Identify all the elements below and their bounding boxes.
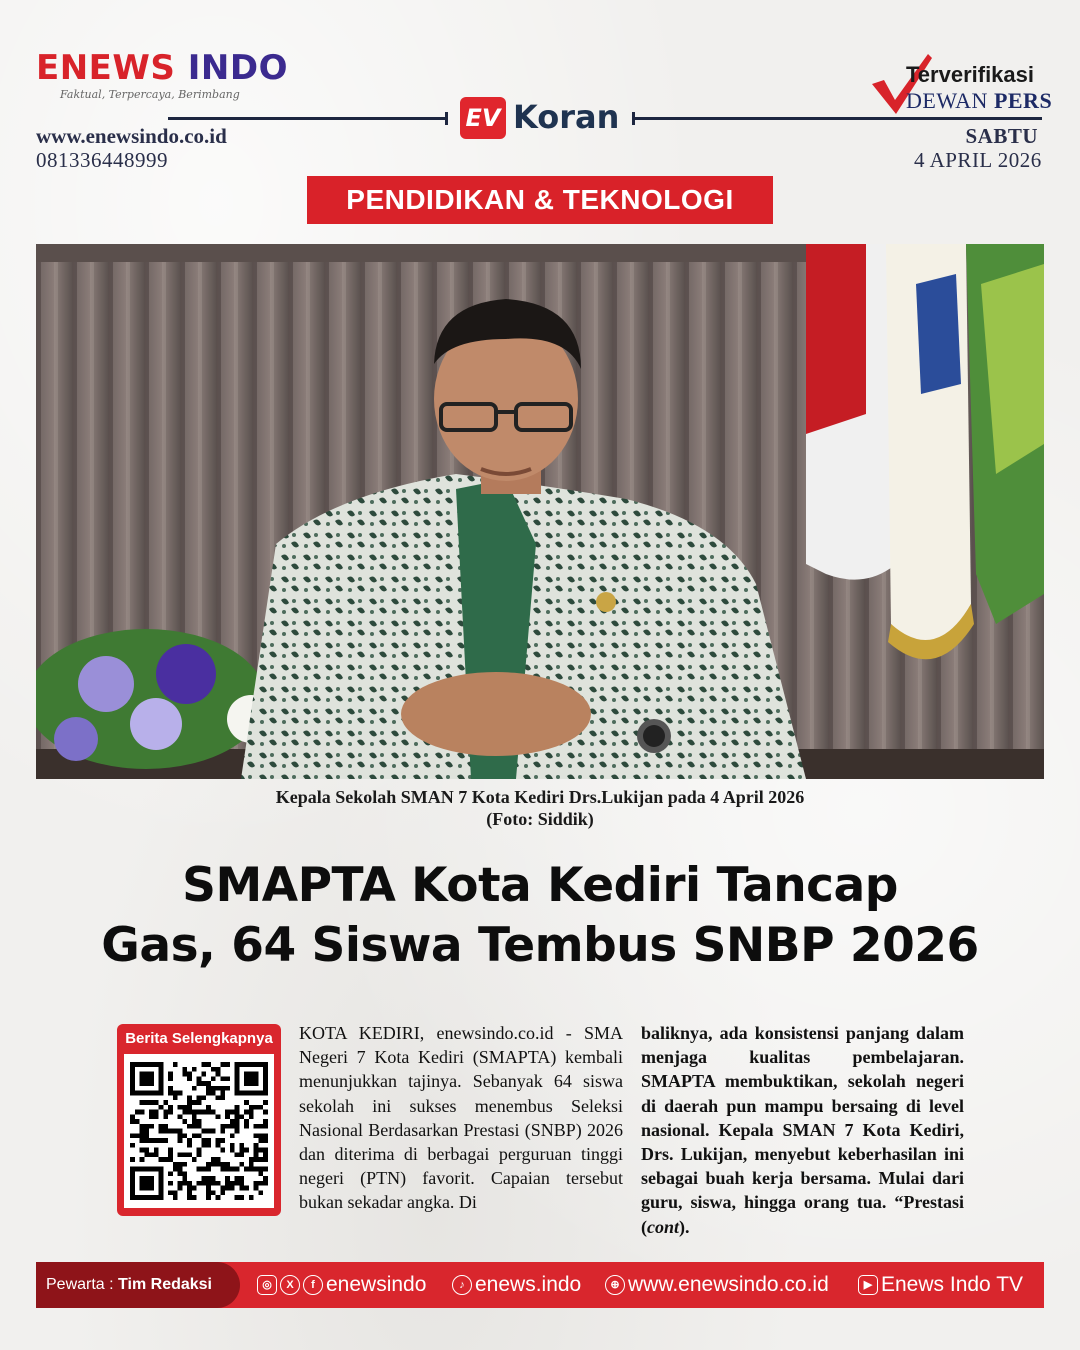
category-label: PENDIDIKAN & TEKNOLOGI (307, 176, 773, 224)
header-divider-right (632, 117, 1042, 120)
reporter-name: Tim Redaksi (118, 1276, 212, 1293)
issue-date: 4 APRIL 2026 (914, 148, 1042, 172)
verified-subtitle-part1: DEWAN (906, 88, 988, 113)
social-handle[interactable]: enewsindo (326, 1273, 427, 1296)
footer-social-link[interactable] (257, 1272, 426, 1298)
brand-name-part2: INDO (187, 48, 288, 88)
tiktok-handle[interactable]: enews.indo (475, 1273, 582, 1296)
photo-caption (36, 786, 1044, 830)
koran-logo-icon: EV (460, 97, 506, 139)
globe-icon[interactable]: ⊕ (605, 1275, 625, 1295)
verified-subtitle-part2: PERS (993, 88, 1053, 113)
photo-caption-line1: Kepala Sekolah SMAN 7 Kota Kediri Drs.Lukijan pada 4 April 2026 (275, 787, 805, 807)
photo-caption-credit: (Foto: Siddik) (486, 809, 594, 829)
tiktok-icon[interactable]: ♪ (452, 1275, 472, 1295)
footer-tiktok-link[interactable] (452, 1272, 581, 1298)
article-dateline: KOTA KEDIRI, enewsindo.co.id - (299, 1023, 572, 1043)
brand-name-part1: ENEWS (36, 48, 176, 88)
headline-line1: SMAPTA Kota Kediri Tancap (182, 858, 898, 913)
qr-code-icon[interactable] (124, 1054, 274, 1208)
article-column-2 (641, 1021, 964, 1239)
reporter-label: Pewarta : (46, 1276, 119, 1293)
qr-label: Berita Selengkapnya (125, 1030, 273, 1047)
header-divider-left (168, 117, 448, 120)
article-end-punct: ). (679, 1216, 690, 1237)
youtube-icon[interactable]: ▶ (858, 1275, 878, 1295)
x-icon[interactable]: X (280, 1275, 300, 1295)
verified-subtitle (906, 88, 1052, 114)
headline-line2: Gas, 64 Siswa Tembus SNBP 2026 (101, 918, 979, 973)
brand-logo (36, 48, 288, 88)
article-cont-marker: cont (647, 1216, 680, 1237)
footer-website-link[interactable] (605, 1272, 829, 1298)
verified-title: Terverifikasi (906, 62, 1035, 87)
footer-website[interactable]: www.enewsindo.co.id (628, 1273, 829, 1296)
article-body-part1: SMA Negeri 7 Kota Kediri (SMAPTA) kembali menunjukkan tajinya. Sebanyak 64 siswa sekolah ini sukses menembus Seleksi Nasional Berdasarkan Prestasi (SNBP) 2026 dan diterima di berbagai perguruan tinggi negeri (PTN) favorit. Capaian tersebut bukan sekadar angka. Di (299, 1023, 624, 1213)
footer-youtube-link[interactable] (858, 1272, 1023, 1298)
koran-label: Koran (513, 98, 620, 136)
article-photo (36, 244, 1044, 779)
article-column-1 (299, 1021, 623, 1215)
footer-reporter (36, 1262, 240, 1308)
masthead-website: www.enewsindo.co.id (36, 124, 227, 148)
brand-tagline: Faktual, Terpercaya, Berimbang (60, 88, 240, 101)
instagram-icon[interactable]: ◎ (257, 1275, 277, 1295)
youtube-channel[interactable]: Enews Indo TV (881, 1273, 1024, 1296)
facebook-icon[interactable]: f (303, 1275, 323, 1295)
masthead-phone: 081336448999 (36, 148, 168, 172)
issue-day: SABTU (965, 124, 1038, 148)
article-body-part2: baliknya, ada konsistensi panjang dalam menjaga kualitas pembelajaran. SMAPTA membuktikan, sekolah negeri di daerah pun mampu bersaing di level nasional. Kepala SMAN 7 Kota Kediri, Drs. Lukijan, menyebut keberhasilan ini sebagai buah kerja bersama. Mulai dari guru, siswa, hingga orang tua. “Prestasi ( (641, 1023, 964, 1237)
headline (30, 856, 1050, 976)
